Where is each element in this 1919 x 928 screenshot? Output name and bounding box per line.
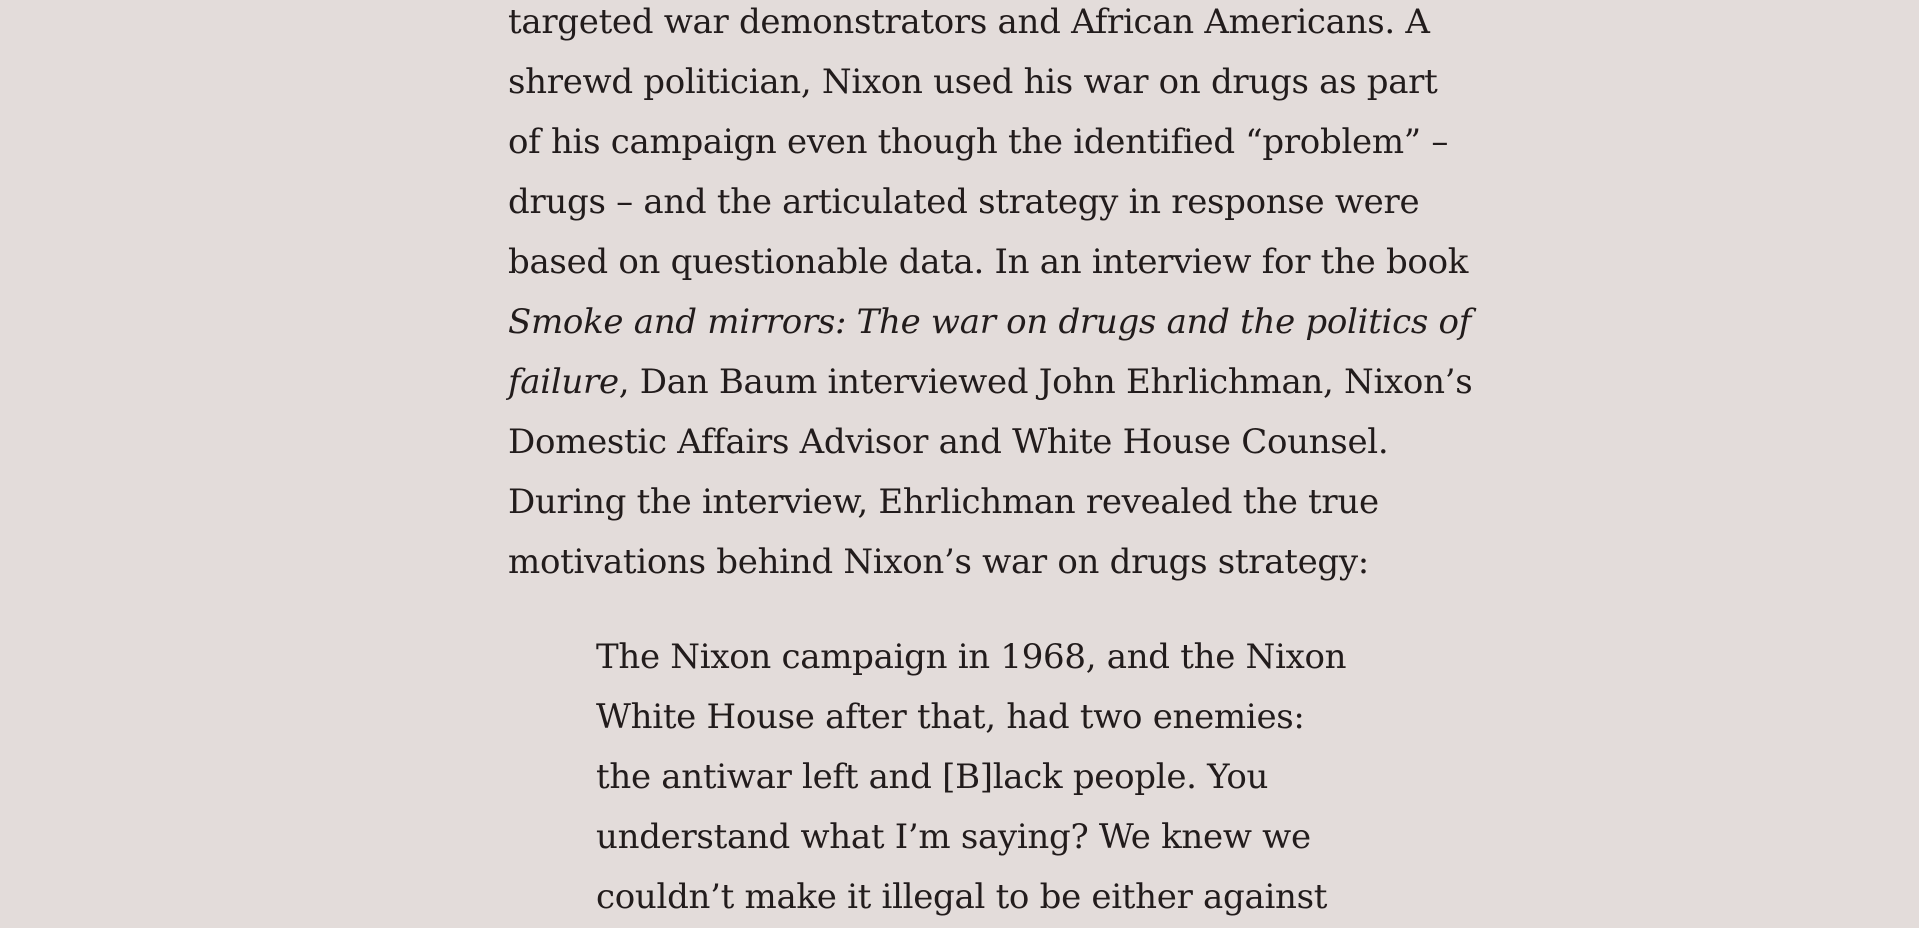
paragraph-line: [508, 360, 1472, 404]
paragraph-line: Domestic Affairs Advisor and White House Counsel.: [508, 422, 1389, 462]
paragraph-line: motivations behind Nixon’s war on drugs strategy:: [508, 542, 1369, 582]
after-title-text: , Dan Baum interviewed John Ehrlichman, Nixon’s: [618, 362, 1473, 402]
paragraph-line: of his campaign even though the identified “problem” –: [508, 122, 1449, 162]
quote-line: White House after that, had two enemies:: [596, 697, 1305, 737]
quote-line: couldn’t make it illegal to be either against: [596, 877, 1328, 917]
paragraph-line: drugs – and the articulated strategy in response were: [508, 182, 1420, 222]
quote-line: the antiwar left and [B]lack people. You: [596, 757, 1269, 797]
quote-line: understand what I’m saying? We knew we: [596, 817, 1311, 857]
book-title-line: Smoke and mirrors: The war on drugs and the politics of: [508, 302, 1471, 342]
quote-line: The Nixon campaign in 1968, and the Nixon: [596, 637, 1347, 677]
book-title-end: failure: [508, 362, 619, 402]
paragraph-line: During the interview, Ehrlichman revealed the true: [508, 482, 1379, 522]
paragraph-line: based on questionable data. In an interview for the book: [508, 242, 1469, 282]
paragraph-line: targeted war demonstrators and African Americans. A: [508, 2, 1430, 42]
paragraph-line: shrewd politician, Nixon used his war on drugs as part: [508, 62, 1438, 102]
